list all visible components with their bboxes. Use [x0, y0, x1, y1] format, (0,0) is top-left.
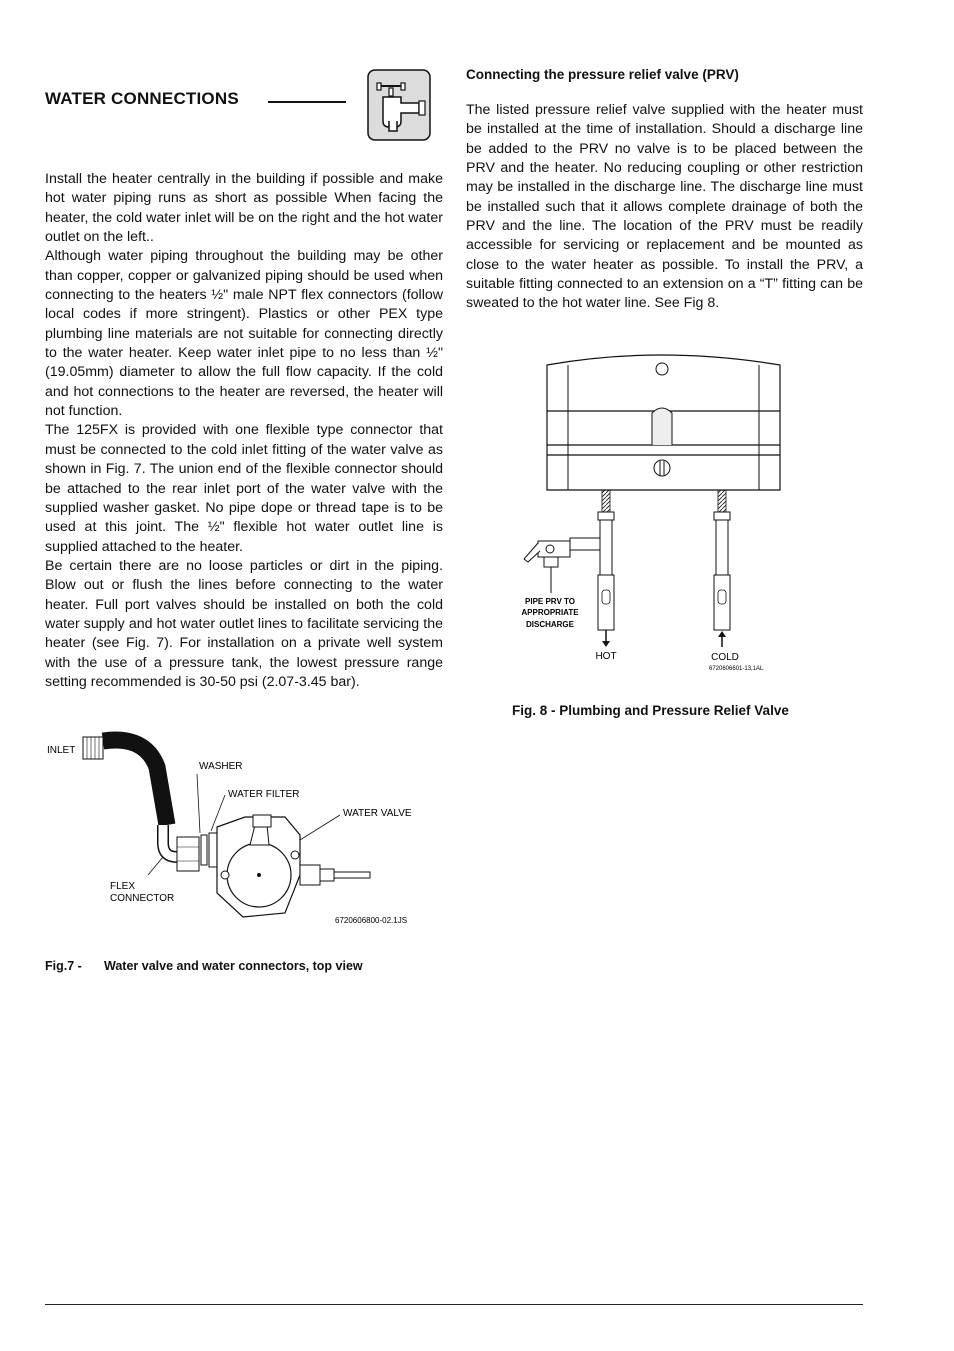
flex-label-line1: FLEX: [110, 881, 136, 892]
water-filter-label: WATER FILTER: [228, 789, 300, 800]
figure-code: 6720606800-02.1JS: [335, 916, 408, 925]
title-rule: [268, 101, 346, 103]
paragraph: The listed pressure relief valve supplied with the heater must be installed at the time of installation. Should a discharge line be added to the PRV no valve is to be placed between the PRV and the heater. No reducing coupling or other restriction may be installed in the discharge line. The discharge line must be installed such that it allows complete drainage of both the PRV and the line. The location of the PRV must be readily accessible for servicing or replacement and be mounted as close to the water heater as possible. To install the PRV, a suitable fitting connected to an extension on a “T” fitting can be sweated to the hot water line. See Fig 8.: [466, 102, 863, 312]
paragraph: Install the heater centrally in the building if possible and make hot water piping runs as short as possible When facing the heater, the cold water inlet will be on the right and the hot water outlet on the left..: [45, 171, 443, 246]
right-column-text: [466, 101, 863, 314]
prv-label-line1: PIPE PRV TO: [525, 597, 575, 606]
paragraph: Although water piping throughout the building may be other than copper, copper or galvanized piping should be used when connecting to the heaters ½" male NPT flex connectors (follow local codes if more stringent). Plastics or other PEX type plumbing line materials are not suitable for connecting directly to the water heater. Keep water inlet pipe to no less than ½" (19.05mm) diameter to allow the full flow capacity. If the cold and hot connections to the heater are reversed, the heater will not function.: [45, 248, 443, 420]
prv-label-line3: DISCHARGE: [525, 620, 575, 629]
paragraph: Be certain there are no loose particles or dirt in the piping. Blow out or flush the lines before connecting to the water heater. Full port valves should be installed on both the cold water supply and hot water outlet lines to facilitate servicing the heater (see Fig. 7). For installation on a private well system with the use of a pressure tank, the lowest pressure range setting recommended is 30-50 psi (2.07-3.45 bar).: [45, 557, 443, 690]
figure-8-diagram: [510, 345, 810, 675]
prv-subheading: Connecting the pressure relief valve (PRV): [466, 67, 739, 82]
figure-7-caption: [45, 959, 363, 973]
figure-8-caption: Fig. 8 - Plumbing and Pressure Relief Valve: [512, 703, 789, 718]
figure-7-caption-label: Fig.7 -: [45, 959, 82, 973]
figure-7-caption-text: Water valve and water connectors, top view: [104, 959, 363, 973]
hot-label: HOT: [595, 651, 617, 662]
cold-label: COLD: [711, 652, 739, 663]
prv-label-line2: APPROPRIATE: [521, 608, 579, 617]
inlet-label: INLET: [47, 745, 76, 756]
water-tap-icon: [367, 69, 431, 141]
footer-rule: [45, 1304, 863, 1305]
paragraph: The 125FX is provided with one flexible type connector that must be connected to the cold inlet fitting of the water valve as shown in Fig. 7. The union end of the flexible connector should be attached to the rear inlet port of the water valve with the supplied washer gasket. No pipe dope or thread tape is to be used at this joint. The ½" flexible hot water outlet line is supplied attached to the heater.: [45, 422, 443, 555]
left-column-text: [45, 170, 443, 692]
figure-code: 6720606601-13,1AL: [709, 666, 764, 672]
water-valve-label: WATER VALVE: [343, 808, 412, 819]
washer-label: WASHER: [199, 761, 243, 772]
section-title: WATER CONNECTIONS: [45, 89, 239, 108]
figure-7-diagram: [45, 725, 445, 940]
flex-label-line2: CONNECTOR: [110, 893, 175, 904]
